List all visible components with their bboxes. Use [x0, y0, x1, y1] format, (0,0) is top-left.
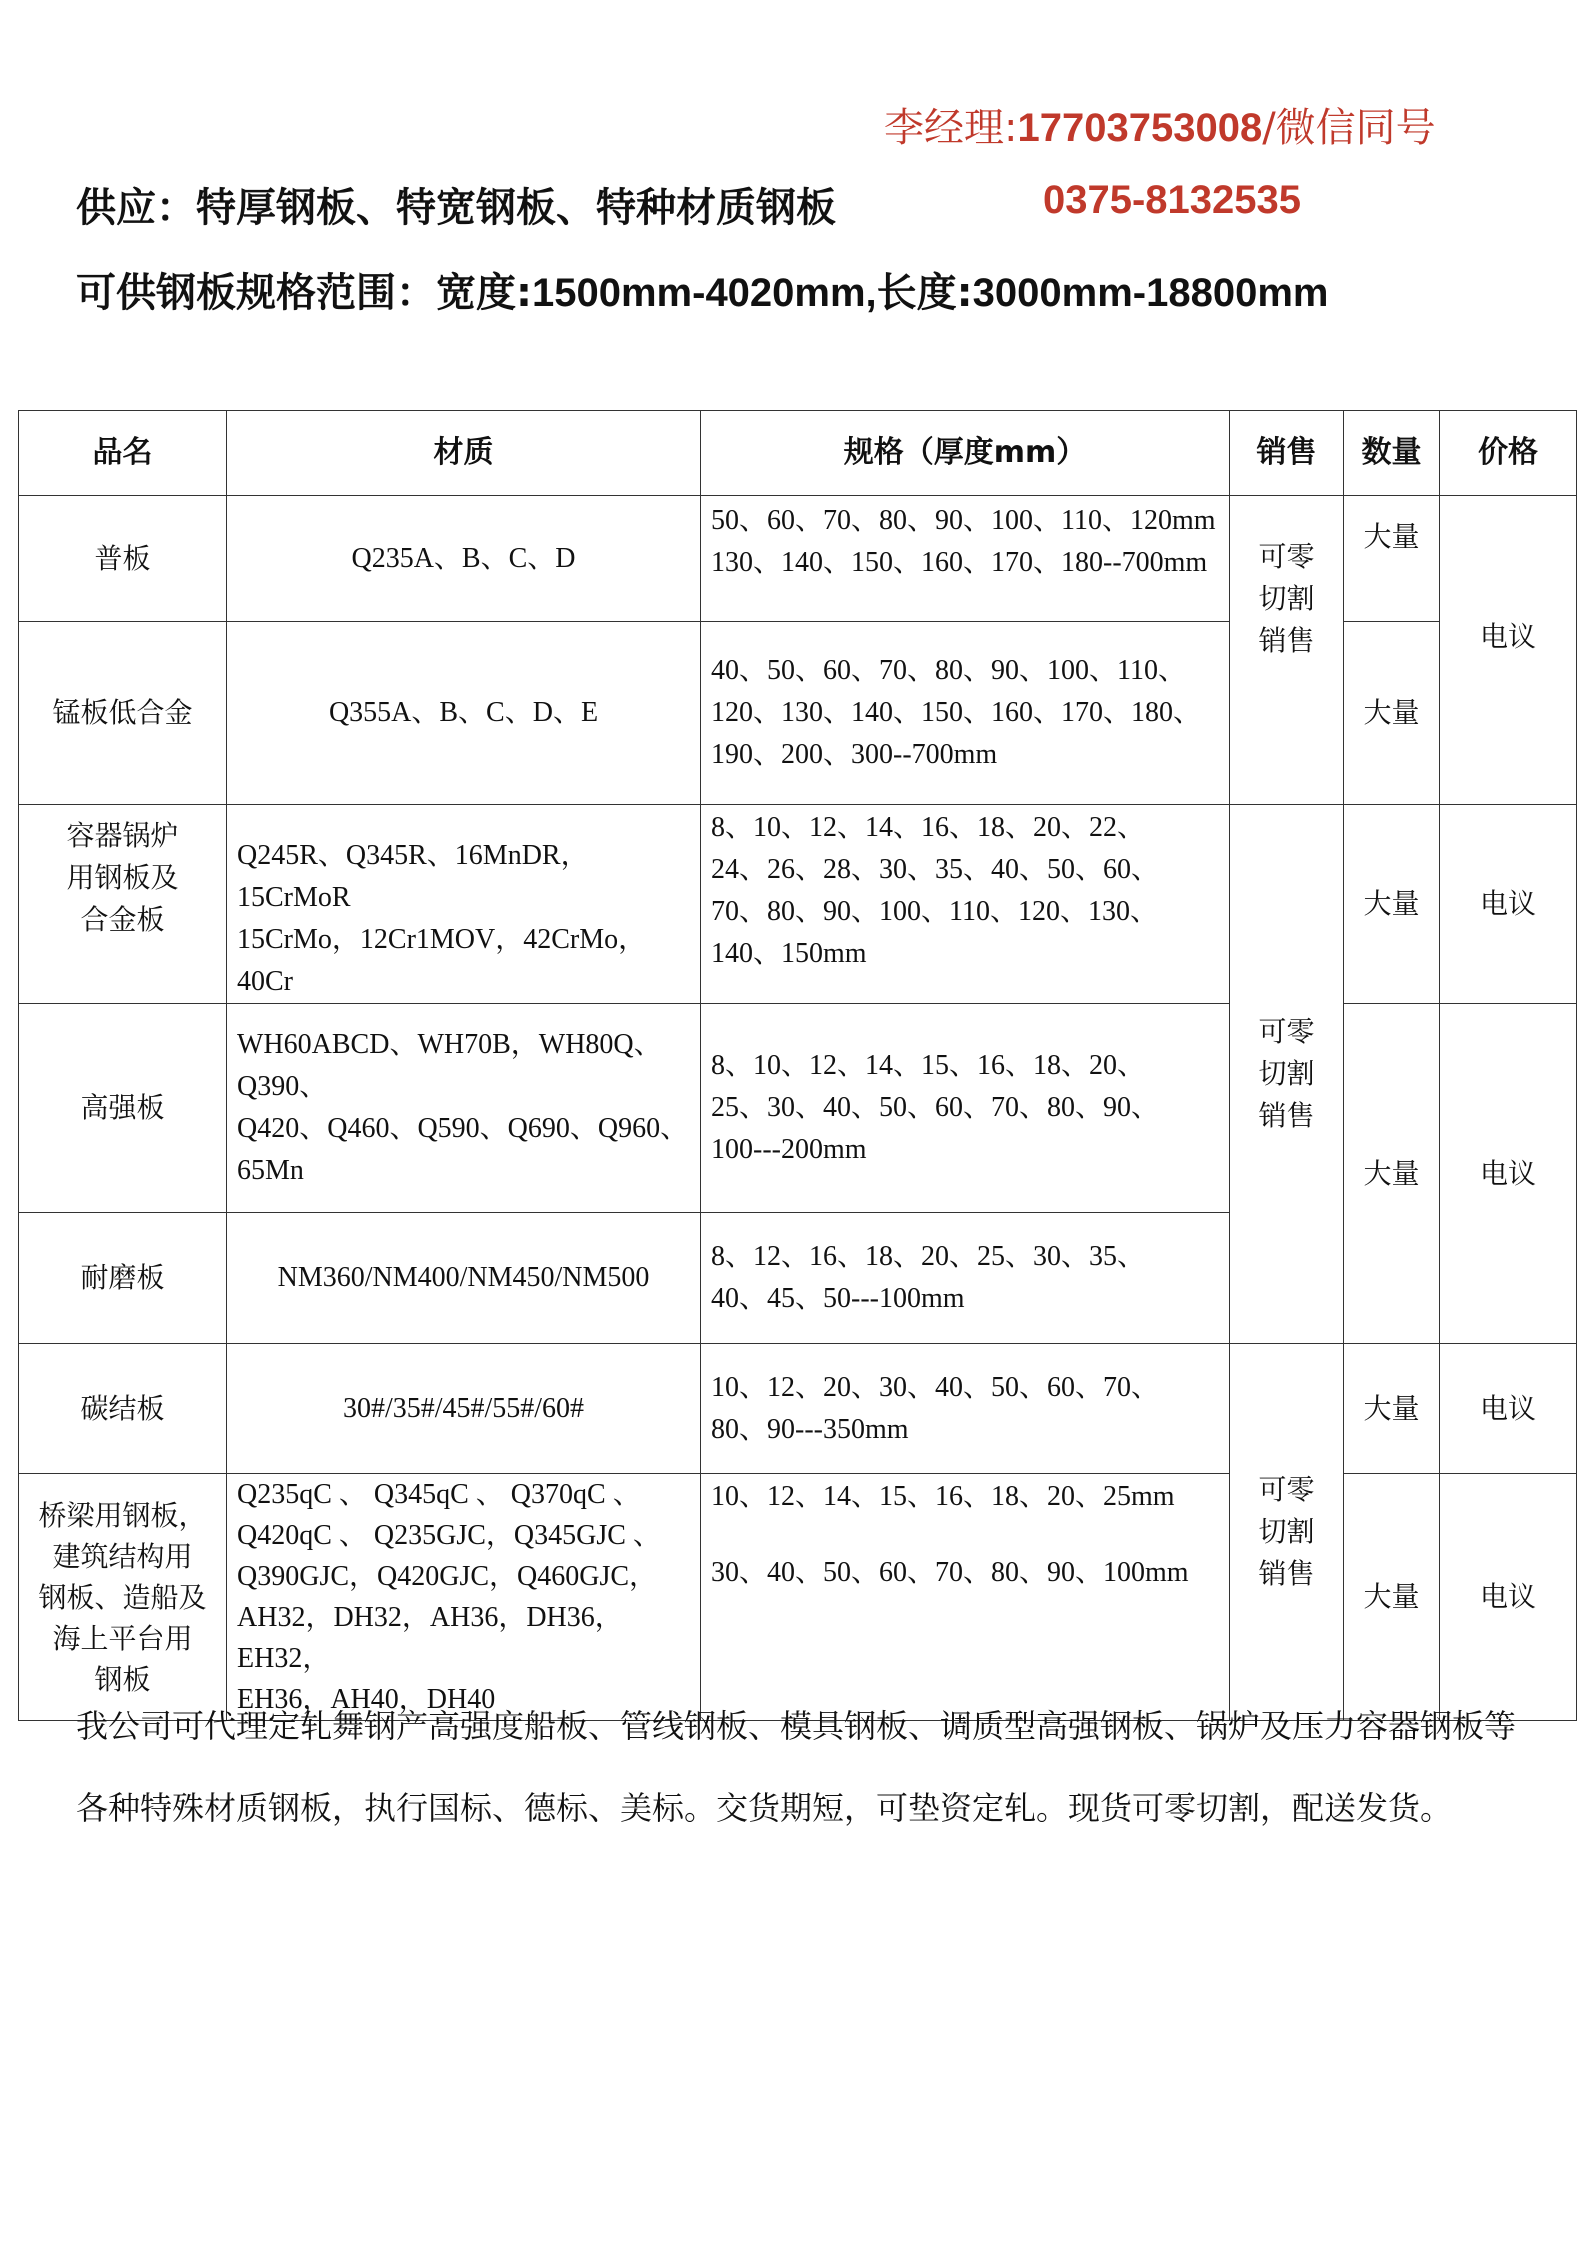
table-row — [19, 622, 1577, 805]
price-cell: 电议 — [1440, 1474, 1577, 1721]
header-material: 材质 — [227, 411, 701, 496]
supply-line: 供应：特厚钢板、特宽钢板、特种材质钢板 — [76, 185, 836, 231]
range-width: 1500mm-4020mm, — [532, 271, 877, 315]
product-spec: 40、50、60、70、80、90、100、110、 120、130、140、150、160、170、180、 190、200、300--700mm — [701, 622, 1230, 805]
sales-cell: 可零 切割 销售 — [1230, 496, 1344, 805]
product-name: 桥梁用钢板， 建筑结构用 钢板、造船及 海上平台用 钢板 — [19, 1474, 227, 1721]
contact-phone: 17703753008 — [1017, 106, 1263, 150]
product-spec: 10、12、14、15、16、18、20、25mm 30、40、50、60、70、80、90、100mm — [701, 1474, 1230, 1721]
product-material: Q235A、B、C、D — [227, 496, 701, 622]
table-row — [19, 1344, 1577, 1474]
product-material: WH60ABCD、WH70B，WH80Q、Q390、 Q420、Q460、Q590、Q690、Q960、 65Mn — [227, 1004, 701, 1213]
product-name: 容器锅炉 用钢板及 合金板 — [19, 805, 227, 1004]
table-row — [19, 1004, 1577, 1213]
header-qty: 数量 — [1344, 411, 1440, 496]
table-header-row — [19, 411, 1577, 496]
product-spec: 8、10、12、14、16、18、20、22、 24、26、28、30、35、40、50、60、 70、80、90、100、110、120、130、 140、150mm — [701, 805, 1230, 1004]
product-material: Q235qC 、 Q345qC 、 Q370qC 、 Q420qC 、 Q235GJC，Q345GJC 、 Q390GJC，Q420GJC，Q460GJC， AH32，DH32，AH36，DH36，EH32， EH36，AH40，DH40 — [227, 1474, 701, 1721]
header-sales: 销售 — [1230, 411, 1344, 496]
qty-cell: 大量 — [1344, 805, 1440, 1004]
company-note: 我公司可代理定轧舞钢产高强度船板、管线钢板、模具钢板、调质型高强钢板、锅炉及压力容器钢板等各种特殊材质钢板，执行国标、德标、美标。交货期短，可垫资定轧。现货可零切割，配送发货。 — [76, 1707, 1517, 1827]
product-spec: 10、12、20、30、40、50、60、70、 80、90---350mm — [701, 1344, 1230, 1474]
product-name: 高强板 — [19, 1004, 227, 1213]
product-name: 耐磨板 — [19, 1213, 227, 1344]
sales-cell: 可零 切割 销售 — [1230, 1344, 1344, 1721]
header-spec: 规格（厚度mm） — [701, 411, 1230, 496]
product-spec: 8、10、12、14、15、16、18、20、 25、30、40、50、60、70、80、90、 100---200mm — [701, 1004, 1230, 1213]
product-name: 碳结板 — [19, 1344, 227, 1474]
price-cell: 电议 — [1440, 1004, 1577, 1344]
range-length-label: 长度: — [876, 270, 973, 316]
size-range-line — [76, 261, 1328, 318]
spec-table — [18, 410, 1577, 1721]
office-phone: 0375-8132535 — [1043, 178, 1302, 222]
price-cell: 电议 — [1440, 805, 1577, 1004]
range-label: 可供钢板规格范围：宽度: — [76, 270, 532, 316]
product-material: Q245R、Q345R、16MnDR，15CrMoR 15CrMo，12Cr1MOV，42CrMo，40Cr — [227, 805, 701, 1004]
table-row — [19, 805, 1577, 1004]
product-material: Q355A、B、C、D、E — [227, 622, 701, 805]
qty-cell: 大量 — [1344, 1004, 1440, 1344]
product-material: 30#/35#/45#/55#/60# — [227, 1344, 701, 1474]
qty-cell: 大量 — [1344, 622, 1440, 805]
qty-cell: 大量 — [1344, 1344, 1440, 1474]
product-material: NM360/NM400/NM450/NM500 — [227, 1213, 701, 1344]
contact-note: /微信同号 — [1262, 105, 1436, 151]
qty-cell: 大量 — [1344, 496, 1440, 622]
contact-line — [884, 96, 1436, 153]
price-cell: 电议 — [1440, 1344, 1577, 1474]
product-name: 锰板低合金 — [19, 622, 227, 805]
sales-cell: 可零 切割 销售 — [1230, 805, 1344, 1344]
header-price: 价格 — [1440, 411, 1577, 496]
price-cell: 电议 — [1440, 496, 1577, 805]
range-length: 3000mm-18800mm — [972, 271, 1329, 315]
contact-name: 李经理: — [884, 105, 1018, 151]
header-name: 品名 — [19, 411, 227, 496]
product-spec: 8、12、16、18、20、25、30、35、 40、45、50---100mm — [701, 1213, 1230, 1344]
product-name: 普板 — [19, 496, 227, 622]
table-row — [19, 496, 1577, 622]
product-spec: 50、60、70、80、90、100、110、120mm 130、140、150、160、170、180--700mm — [701, 496, 1230, 622]
qty-cell: 大量 — [1344, 1474, 1440, 1721]
table-row — [19, 1474, 1577, 1721]
